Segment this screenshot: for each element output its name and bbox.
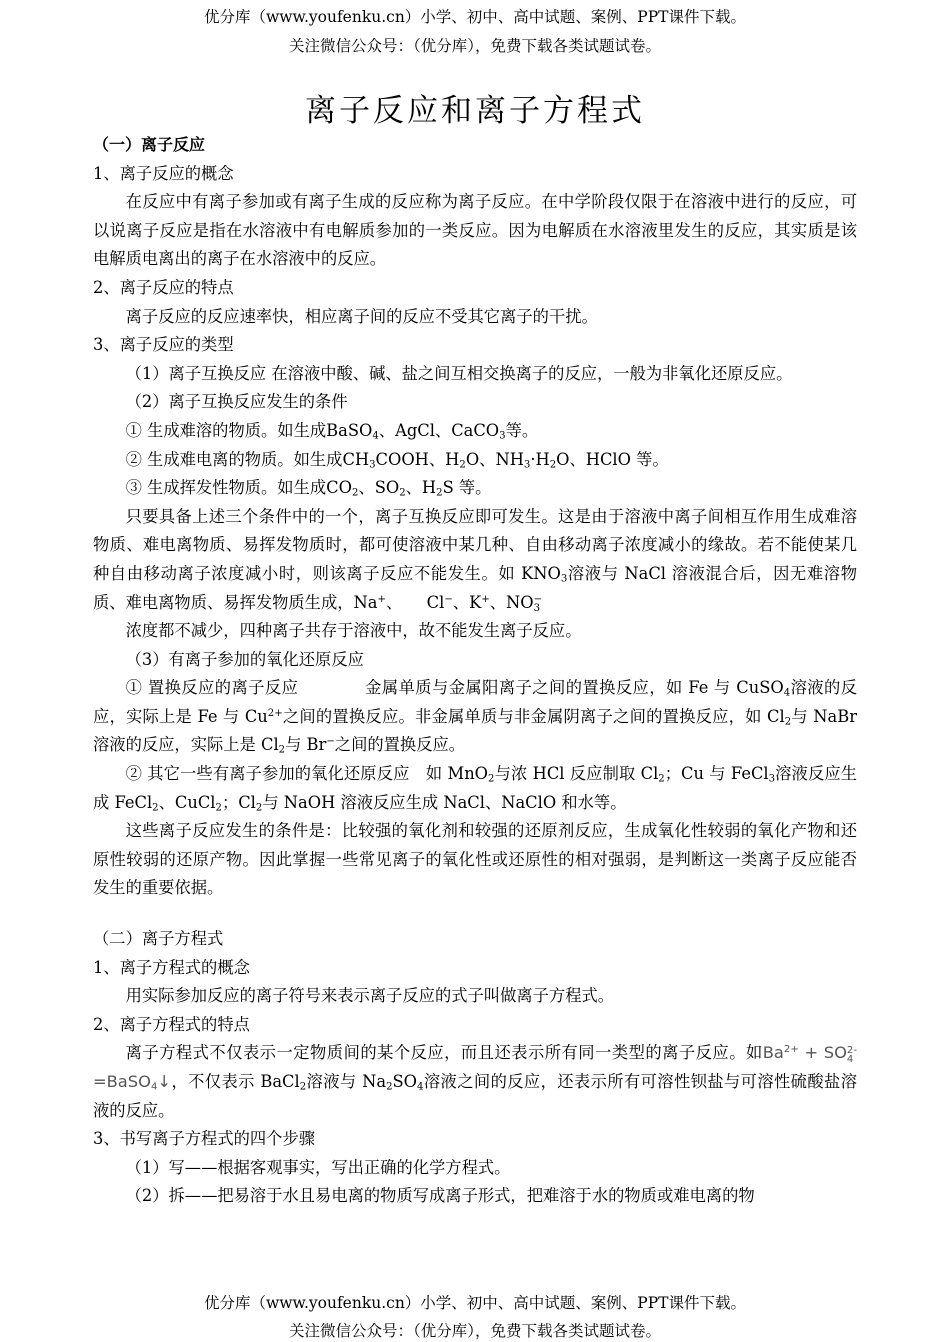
- formula-text: + SO: [798, 1043, 847, 1063]
- document-body: [93, 131, 857, 1211]
- text: 等。: [505, 420, 539, 440]
- text: 之间的置换反应。非金属单质与非金属阴离子之间的置换反应，如 Cl: [282, 706, 785, 726]
- formula-text: CH: [342, 449, 370, 469]
- heading-concept: 1、离子反应的概念: [93, 163, 234, 183]
- subscript: 2: [152, 802, 159, 814]
- text: ① 置换反应的离子反应 金属单质与金属阳离子之间的置换反应，如 Fe 与 CuSO: [125, 678, 784, 698]
- heading-features: 2、离子反应的特点: [93, 277, 234, 297]
- footer-line-2: 关注微信公众号：（优分库），免费下载各类试题试卷。: [288, 1322, 661, 1340]
- subscript: 2: [459, 459, 466, 471]
- text: 、CuCl: [158, 792, 216, 812]
- formula-text: 、SO: [358, 478, 400, 498]
- paragraph-equation-features: [93, 1039, 857, 1125]
- superscript: 2+: [267, 707, 283, 719]
- text: 与 Br: [285, 735, 327, 755]
- text: ；Cl: [221, 792, 256, 812]
- subscript: 4: [783, 687, 791, 699]
- header-line-1: 优分库（www.youfenku.cn）小学、初中、高中试题、案例、PPT课件下载。: [203, 8, 747, 26]
- subscript: 2: [549, 459, 557, 471]
- section-gap: [93, 903, 857, 925]
- text: ② 其它一些有离子参加的氧化还原反应 如 MnO: [125, 764, 489, 784]
- superscript: −: [326, 736, 335, 748]
- text: 离子方程式不仅表示一定物质间的某个反应，而且还表示所有同一类型的离子反应。如: [125, 1043, 763, 1063]
- subscript: 4: [150, 1081, 158, 1093]
- paragraph-exchange-reaction: （1）离子互换反应 在溶液中酸、碱、盐之间互相交换离子的反应，一般为非氧化还原反应。: [125, 363, 793, 383]
- text: 之间的置换反应。: [334, 735, 466, 755]
- header-line-2: 关注微信公众号：（优分库），免费下载各类试题试卷。: [288, 37, 661, 55]
- formula-text: O、HClO 等。: [556, 449, 669, 469]
- subscript: 4: [846, 1053, 854, 1065]
- paragraph-equation-concept: 用实际参加反应的离子符号来表示离子反应的式子叫做离子方程式。: [125, 986, 615, 1006]
- precipitate-arrow-icon: ↓: [157, 1072, 172, 1091]
- subscript: 2: [488, 773, 495, 785]
- text: ，不仅表示 BaCl: [171, 1072, 300, 1091]
- text: 与 NaOH 溶液反应生成 NaCl、NaClO 和水等。: [262, 792, 627, 812]
- text: 溶液与 NaCl 溶液混合后，因无难溶物质、难电离物质、易挥发物质生成，Na: [93, 563, 857, 612]
- text: ① 生成难溶的物质。如生成: [125, 420, 327, 440]
- sulfate-charge: [847, 1046, 857, 1064]
- text: ；Cu 与 FeCl: [664, 764, 769, 784]
- subscript: 2: [351, 487, 359, 499]
- subscript: 2: [386, 1081, 393, 1093]
- text: 、 Cl: [385, 592, 445, 612]
- subscript: 2: [658, 773, 665, 785]
- heading-redox: （3）有离子参加的氧化还原反应: [125, 649, 364, 669]
- subscript: 3: [768, 773, 776, 785]
- formula-text: 、H: [405, 478, 437, 498]
- text: 溶液反应生成 FeCl: [93, 764, 858, 812]
- subscript: 2: [299, 1081, 307, 1093]
- paragraph-features: 离子反应的反应速率快，相应离子间的反应不受其它离子的干扰。: [125, 306, 598, 326]
- subscript: 3: [369, 459, 376, 471]
- paragraph-displacement: [93, 674, 857, 760]
- subscript: 4: [417, 1081, 424, 1093]
- subscript: 3: [499, 430, 506, 442]
- formula-text: ·H: [530, 449, 550, 469]
- heading-four-steps: 3、书写离子方程式的四个步骤: [93, 1129, 316, 1149]
- condition-insoluble: [93, 417, 857, 446]
- superscript: −: [444, 593, 453, 605]
- text: 溶液之间的反应，还表示所有可溶性钡盐与可溶性硫酸盐溶液的反应。: [93, 1072, 857, 1120]
- formula-text: COOH、H: [375, 449, 460, 469]
- nitrate-charge: [534, 595, 542, 613]
- formula-text: Ba: [762, 1043, 784, 1063]
- footer-line-1: 优分库（www.youfenku.cn）小学、初中、高中试题、案例、PPT课件下载。: [203, 1294, 747, 1312]
- subscript: 2: [255, 802, 263, 814]
- text: 、NO: [489, 592, 534, 612]
- formula-text: S 等。: [442, 478, 492, 498]
- subscript: 4: [372, 430, 379, 442]
- superscript: −: [533, 593, 543, 605]
- text: SO: [392, 1072, 418, 1091]
- page-title: 离子反应和离子方程式: [305, 93, 645, 129]
- paragraph-coexist: 浓度都不减少，四种离子共存于溶液中，故不能发生离子反应。: [125, 621, 582, 641]
- subscript: 2: [278, 744, 286, 756]
- text: 溶液的反应，实际上是 Fe 与 Cu: [93, 678, 857, 726]
- heading-types: 3、离子反应的类型: [93, 335, 234, 355]
- superscript: 2+: [783, 1044, 799, 1056]
- section-1-heading: （一）离子反应: [93, 135, 206, 154]
- heading-conditions: （2）离子互换反应发生的条件: [125, 392, 348, 412]
- formula-text: 、AgCl、CaCO: [378, 420, 500, 440]
- superscript: +: [377, 593, 386, 605]
- subscript: 2: [436, 487, 443, 499]
- text: 只要具备上述三个条件中的一个，离子互换反应即可发生。这是由于溶液中离子间相互作用生成难溶物质、难电离物质、易挥发物质时，都可使溶液中某几种、自由移动离子浓度减小的缘故。若不能使某几种自由移动离子浓度减小时，则该离子反应不能发生。如 KNO: [93, 506, 857, 583]
- heading-equation-concept: 1、离子方程式的概念: [93, 957, 250, 977]
- step-write: （1）写——根据客观事实，写出正确的化学方程式。: [125, 1157, 511, 1177]
- subscript: 2: [399, 487, 406, 499]
- text: ③ 生成挥发性物质。如生成: [125, 478, 327, 498]
- heading-equation-features: 2、离子方程式的特点: [93, 1014, 250, 1034]
- condition-weak-electrolyte: [93, 446, 857, 475]
- condition-volatile: [93, 474, 857, 503]
- subscript: 3: [533, 603, 541, 615]
- paragraph-other-redox: [93, 760, 857, 817]
- subscript: 2: [784, 716, 792, 728]
- formula-text: O、NH: [465, 449, 524, 469]
- step-split: （2）拆——把易溶于水且易电离的物质写成离子形式，把难溶于水的物质或难电离的物: [125, 1186, 755, 1206]
- paragraph-redox-conditions: 这些离子反应发生的条件是：比较强的氧化剂和较强的还原剂反应，生成氧化性较弱的氧化产物和还原性较弱的还原产物。因此掌握一些常见离子的氧化性或还原性的相对强弱，是判断这一类离子反应能否发生的重要依据。: [93, 821, 857, 898]
- subscript: 3: [560, 573, 568, 585]
- text: 溶液与 Na: [306, 1072, 387, 1091]
- paragraph-concept: 在反应中有离子参加或有离子生成的反应称为离子反应。在中学阶段仅限于在溶液中进行的反应，可以说离子反应是指在水溶液中有电解质参加的一类反应。因为电解质在水溶液里发生的反应，其实质是该电解质电离出的离子在水溶液中的反应。: [93, 192, 857, 269]
- text: ② 生成难电离的物质。如生成: [125, 449, 343, 469]
- subscript: 2: [215, 802, 222, 814]
- section-2-heading: （二）离子方程式: [93, 929, 224, 949]
- superscript: +: [481, 593, 490, 605]
- text: 、K: [452, 592, 482, 612]
- formula-text: BaSO: [326, 420, 373, 440]
- formula-text: =BaSO: [93, 1072, 151, 1091]
- text: 与 NaBr 溶液的反应，实际上是 Cl: [93, 706, 857, 755]
- subscript: 3: [523, 459, 531, 471]
- formula-text: CO: [326, 478, 352, 498]
- paragraph-conditions-explained: [93, 503, 857, 617]
- text: 与浓 HCl 反应制取 Cl: [494, 764, 659, 784]
- superscript: 2-: [846, 1044, 857, 1056]
